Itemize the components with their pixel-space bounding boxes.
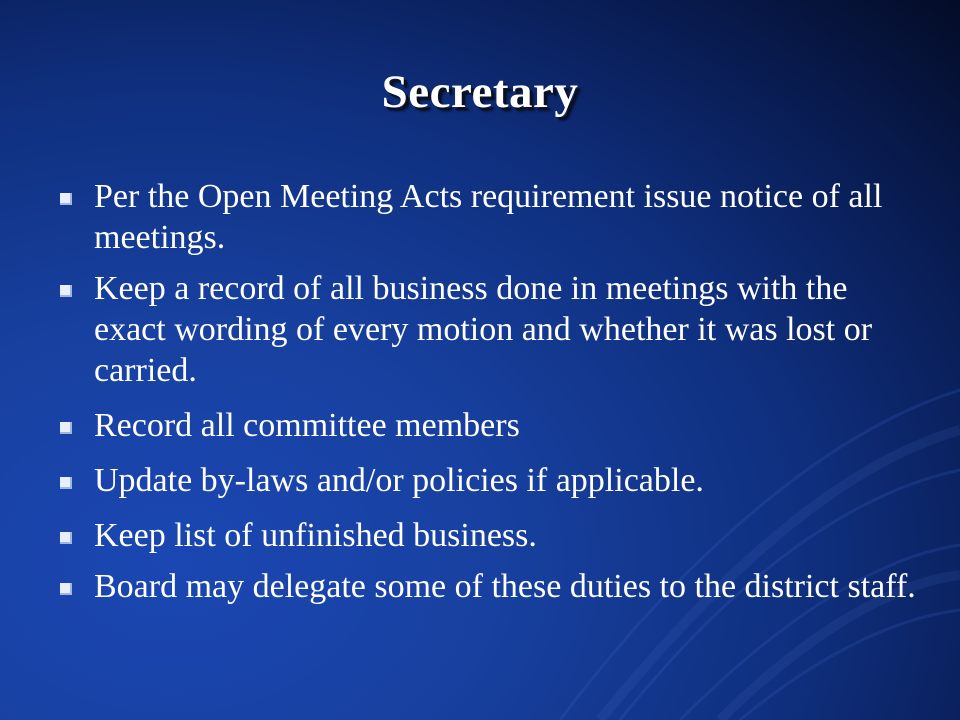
bullet-item [60,268,920,391]
bullet-list [60,176,920,617]
bullet-item [60,566,920,607]
square-bullet-icon [60,583,72,595]
bullet-text: Per the Open Meeting Acts requirement issue notice of all meetings. [94,178,883,256]
bullet-text: Keep list of unfinished business. [94,517,537,554]
bullet-item [60,405,920,446]
square-bullet-icon [60,422,72,434]
square-bullet-icon [60,477,72,489]
square-bullet-icon [60,193,72,205]
square-bullet-icon [60,532,72,544]
bullet-text: Board may delegate some of these duties to the district staff. [94,568,916,605]
bullet-item [60,176,920,258]
slide-title: Secretary [381,66,579,118]
bullet-text: Keep a record of all business done in meetings with the exact wording of every motion and whether it was lost or carried. [94,270,873,389]
bullet-item [60,515,920,556]
square-bullet-icon [60,285,72,297]
bullet-text: Update by-laws and/or policies if applicable. [94,462,704,499]
bullet-item [60,460,920,501]
bullet-text: Record all committee members [94,407,520,444]
